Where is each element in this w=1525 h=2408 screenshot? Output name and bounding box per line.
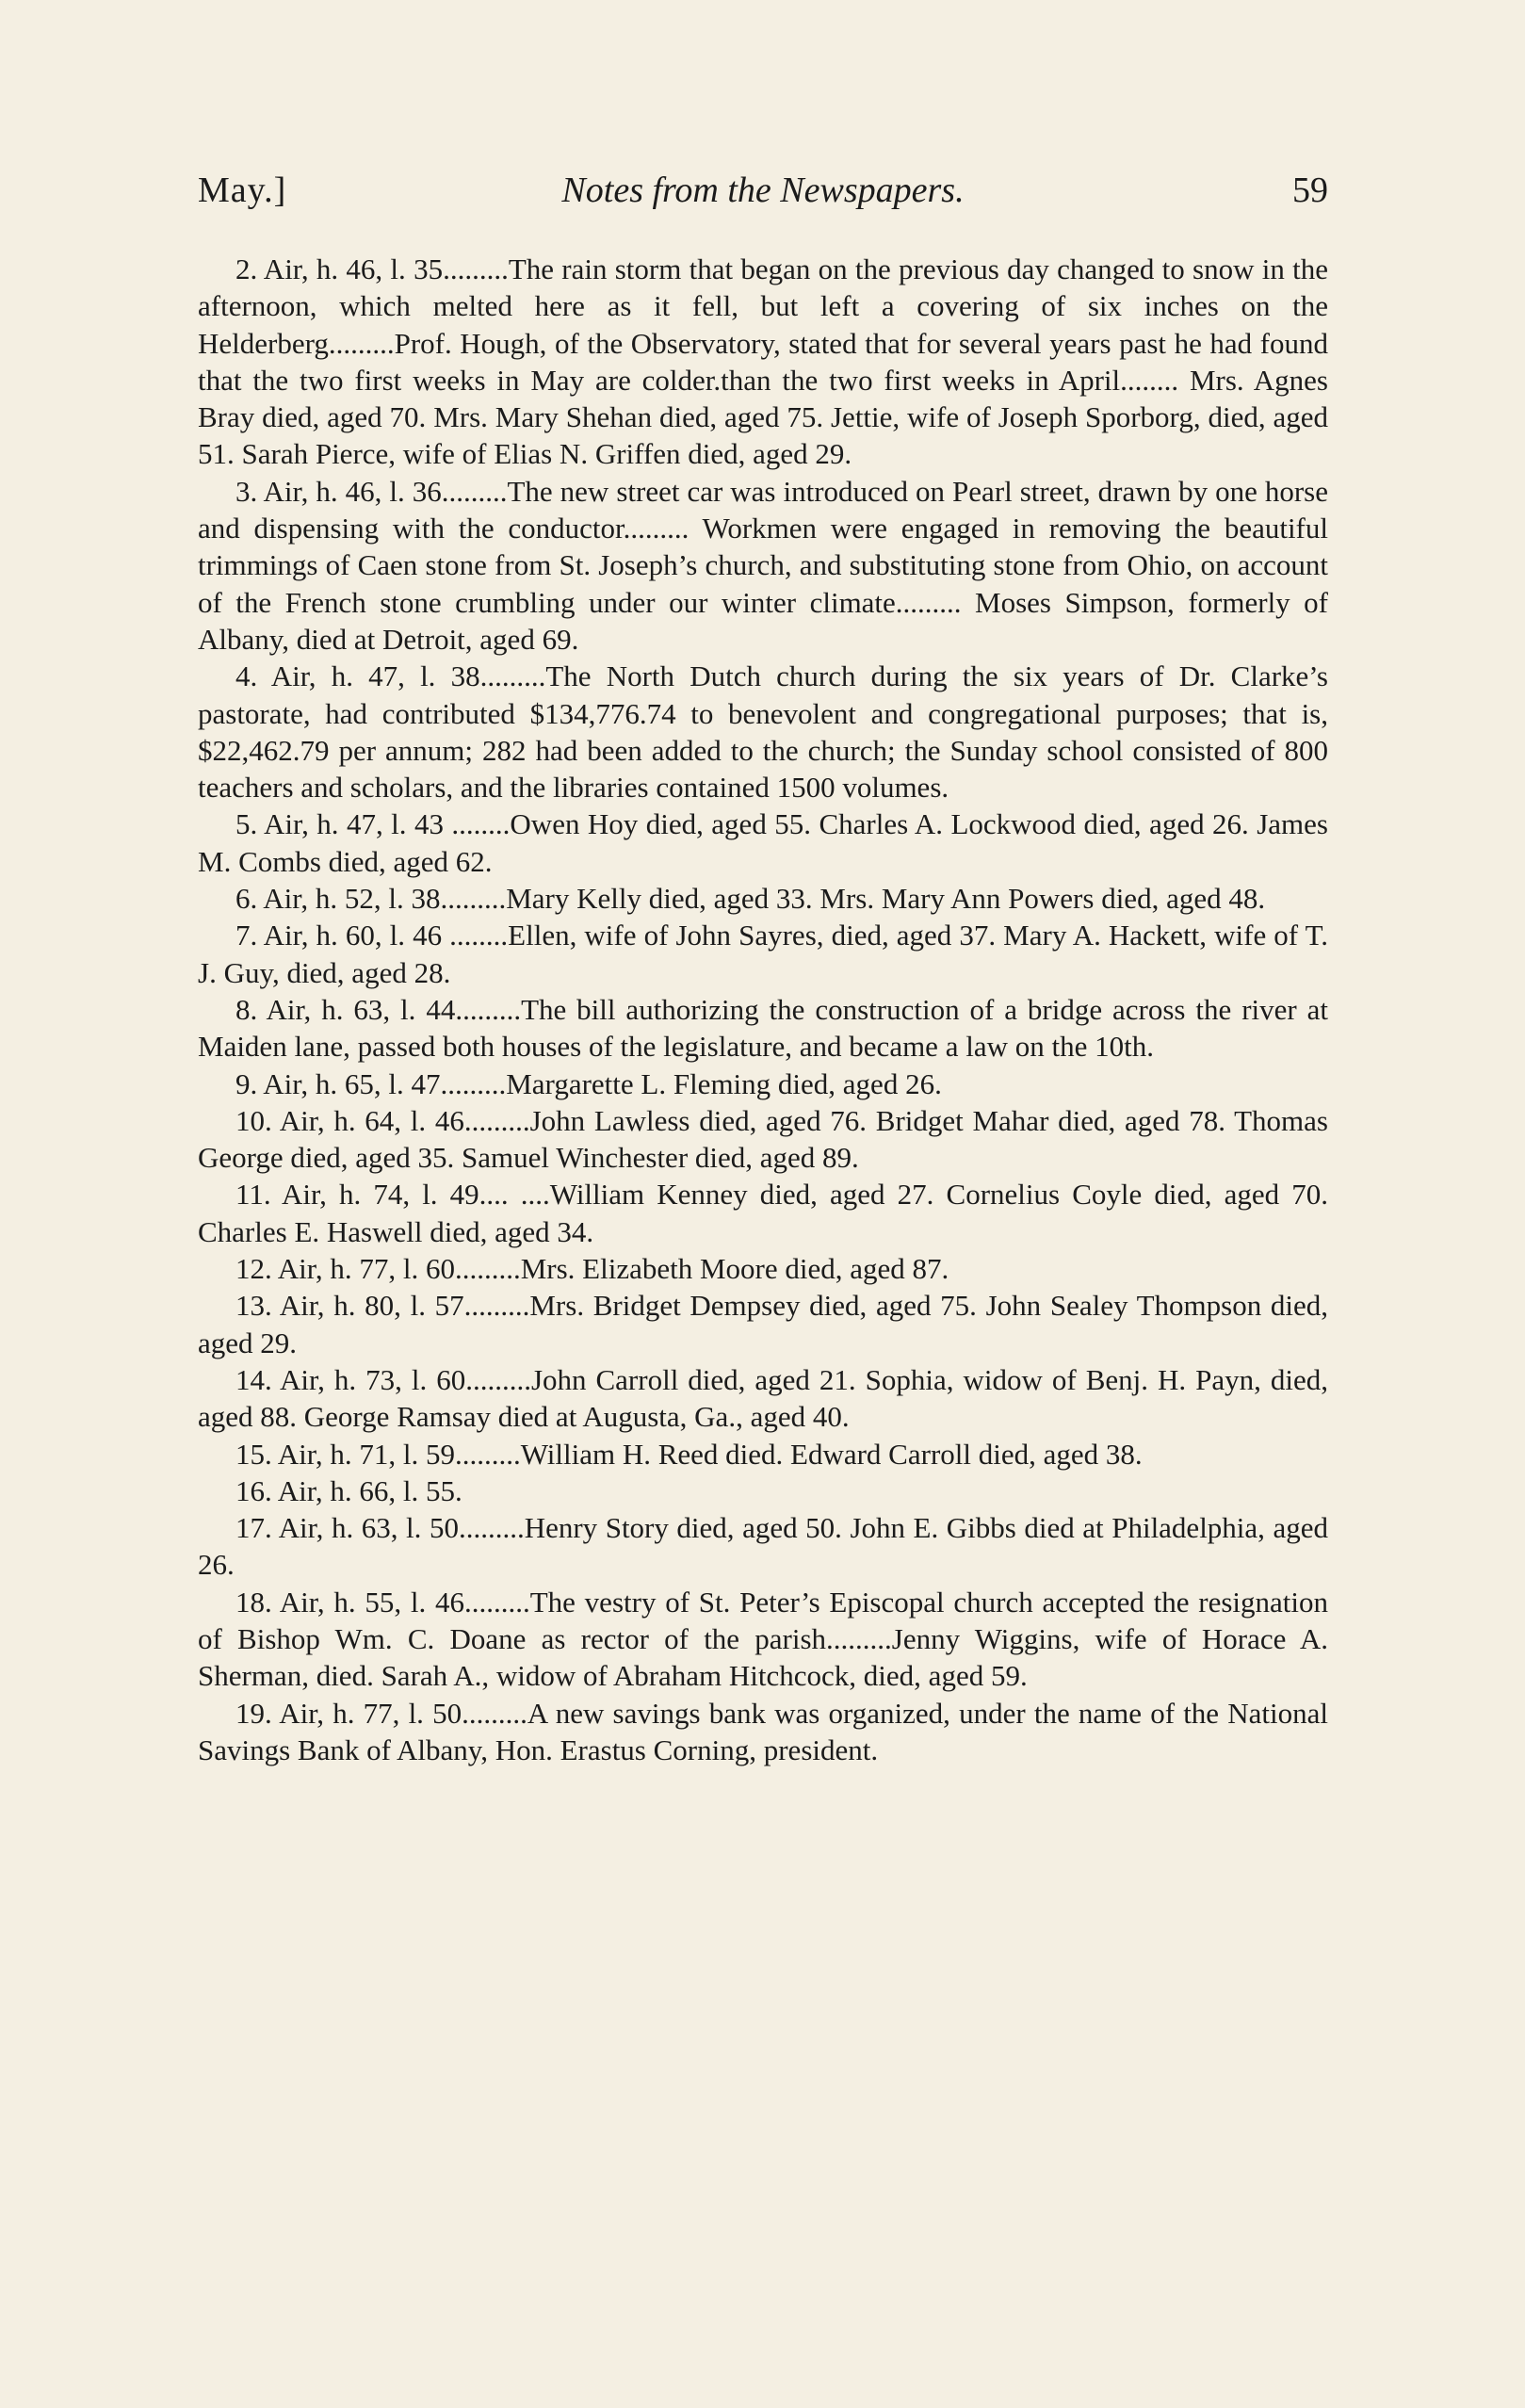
running-head [198, 170, 1328, 226]
entry-day-3: 3. Air, h. 46, l. 36.........The new street car was introduced on Pearl street, drawn by one horse and dispensing with the conductor......... Workmen were engaged in removing the beautiful trimmings of Caen stone from St. Joseph’s church, and substituting stone from Ohio, on account of the French stone crumbling under our winter climate......... Moses Simpson, formerly of Albany, died at Detroit, aged 69. [198, 474, 1328, 656]
entry-day-9: 9. Air, h. 65, l. 47.........Margarette L. Fleming died, aged 26. [235, 1066, 942, 1100]
entry-day-12: 12. Air, h. 77, l. 60.........Mrs. Elizabeth Moore died, aged 87. [235, 1252, 949, 1286]
entry-day-19: 19. Air, h. 77, l. 50.........A new savings bank was organized, under the name of the National Savings Bank of Albany, Hon. Erastus Corning, president. [198, 1696, 1328, 1766]
entry-day-8: 8. Air, h. 63, l. 44.........The bill authorizing the construction of a bridge across the river at Maiden lane, passed both houses of the legislature, and became a law on the 10th. [198, 992, 1328, 1064]
entry-day-2: 2. Air, h. 46, l. 35.........The rain storm that began on the previous day changed to snow in the afternoon, which melted here as it fell, but left a covering of six inches on the Helderberg.........Prof. Hough, of the Observatory, stated that for several years past he had found that the two first weeks in May are colder.than the two first weeks in April........ Mrs. Agnes Bray died, aged 70. Mrs. Mary Shehan died, aged 75. Jettie, wife of Joseph Sporborg, died, aged 51. Sarah Pierce, wife of Elias N. Griffen died, aged 29. [198, 252, 1328, 471]
entry-day-7: 7. Air, h. 60, l. 46 ........Ellen, wife of John Sayres, died, aged 37. Mary A. Hackett, wife of T. J. Guy, died, aged 28. [198, 919, 1328, 989]
page-number: 59 [1292, 171, 1328, 210]
page [198, 170, 1328, 1768]
entry-day-4: 4. Air, h. 47, l. 38.........The North Dutch church during the six years of Dr. Clarke’s pastorate, had contributed $134,776.74 to benevolent and congregational purposes; that is, $22,462.79 per annum; 282 had been added to the church; the Sunday school consisted of 800 teachers and scholars, and the libraries contained 1500 volumes. [198, 659, 1328, 805]
entry-day-18: 18. Air, h. 55, l. 46.........The vestry of St. Peter’s Episcopal church accepted the resignation of Bishop Wm. C. Doane as rector of the parish.........Jenny Wiggins, wife of Horace A. Sherman, died. Sarah A., widow of Abraham Hitchcock, died, aged 59. [198, 1585, 1328, 1693]
entry-day-5: 5. Air, h. 47, l. 43 ........Owen Hoy died, aged 55. Charles A. Lockwood died, aged 26. James M. Combs died, aged 62. [198, 807, 1328, 878]
entry-day-17: 17. Air, h. 63, l. 50.........Henry Story died, aged 50. John E. Gibbs died at Philadelphia, aged 26. [198, 1511, 1328, 1582]
entries-list [198, 251, 1328, 1768]
entry-day-15: 15. Air, h. 71, l. 59.........William H. Reed died. Edward Carroll died, aged 38. [235, 1437, 1143, 1471]
entry-day-13: 13. Air, h. 80, l. 57.........Mrs. Bridget Dempsey died, aged 75. John Sealey Thompson died, aged 29. [198, 1289, 1328, 1359]
entry-day-11: 11. Air, h. 74, l. 49.... ....William Kenney died, aged 27. Cornelius Coyle died, aged 70. Charles E. Haswell died, aged 34. [198, 1178, 1328, 1248]
entry-day-10: 10. Air, h. 64, l. 46.........John Lawless died, aged 76. Bridget Mahar died, aged 78. Thomas George died, aged 35. Samuel Winchester died, aged 89. [198, 1103, 1328, 1175]
entry-day-6: 6. Air, h. 52, l. 38.........Mary Kelly died, aged 33. Mrs. Mary Ann Powers died, aged 48. [235, 882, 1266, 916]
entry-day-16: 16. Air, h. 66, l. 55. [235, 1473, 462, 1507]
running-head-month: May.] [198, 171, 287, 210]
running-head-title: Notes from the Newspapers. [561, 171, 965, 210]
entry-day-14: 14. Air, h. 73, l. 60.........John Carroll died, aged 21. Sophia, widow of Benj. H. Payn, died, aged 88. George Ramsay died at Augusta, Ga., aged 40. [198, 1362, 1328, 1434]
